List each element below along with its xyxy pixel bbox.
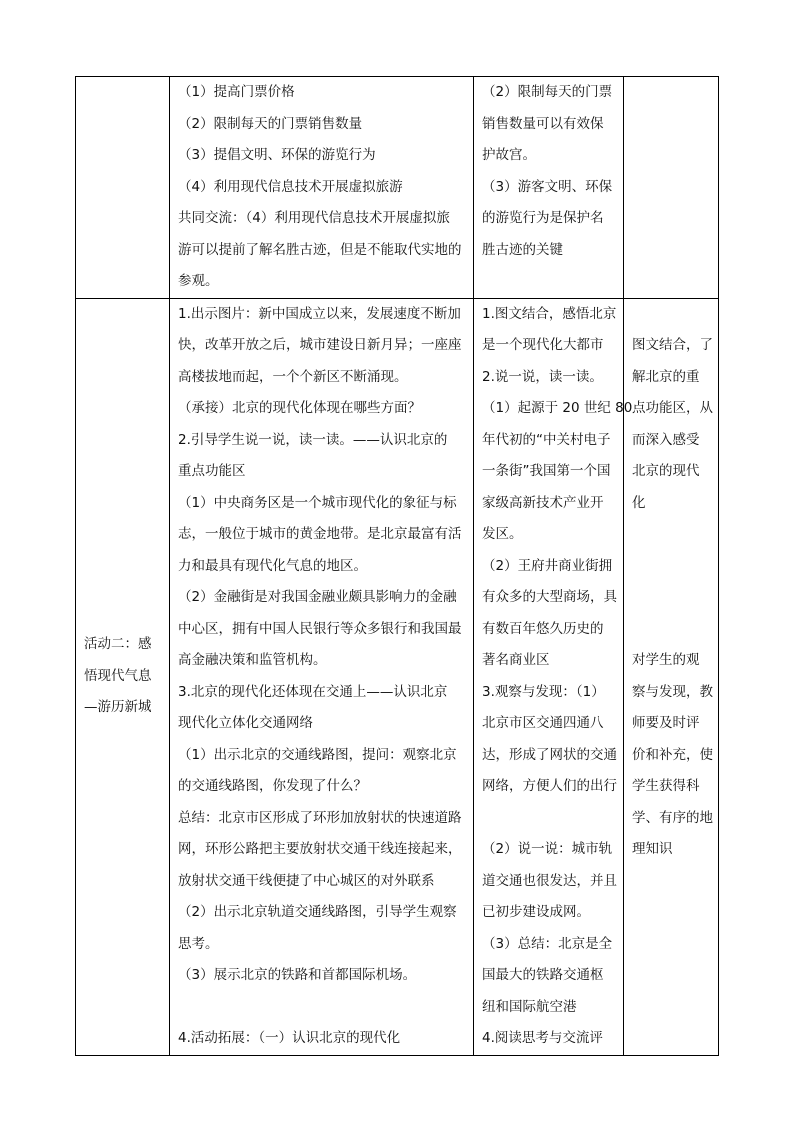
blank-line bbox=[632, 551, 712, 583]
design-intent-cell bbox=[624, 298, 719, 1055]
text-line: 1.出示图片：新中国成立以来，发展速度不断加 bbox=[178, 305, 461, 322]
text-line: （2）王府井商业街拥 bbox=[482, 557, 613, 574]
table-row bbox=[76, 77, 719, 299]
text-line: 3.北京的现代化还体现在交通上——认识北京 bbox=[178, 683, 448, 700]
text-line: 销售数量可以有效保 bbox=[482, 115, 604, 132]
text-line: 而深入感受 bbox=[632, 431, 700, 448]
text-line: 化 bbox=[632, 494, 646, 511]
text-line: 著名商业区 bbox=[482, 652, 550, 668]
text-line: 北京的现代 bbox=[632, 463, 700, 479]
text-line: 游可以提前了解名胜古迹，但是不能取代实地的 bbox=[178, 241, 462, 258]
text-line: 3.观察与发现：（1） bbox=[482, 683, 605, 700]
text-line: 道交通也很发达，并且 bbox=[482, 872, 617, 889]
text-line: 察与发现，教 bbox=[632, 683, 713, 700]
text-line: （3）展示北京的铁路和首都国际机场。 bbox=[178, 967, 417, 983]
blank-line bbox=[632, 582, 712, 614]
activity-title-line: 悟现代气息 bbox=[84, 667, 152, 684]
table-row bbox=[76, 298, 719, 1055]
text-line: 胜古迹的关键 bbox=[482, 241, 563, 258]
text-line: 现代化立体化交通网络 bbox=[178, 715, 313, 731]
text-line: 解北京的重 bbox=[632, 368, 700, 385]
text-line: 家级高新技术产业开 bbox=[482, 494, 604, 511]
text-line: 师要及时评 bbox=[632, 715, 700, 731]
text-line: 北京市区交通四通八 bbox=[482, 715, 604, 731]
row1-col3-cell bbox=[474, 77, 624, 299]
text-line: 价和补充，使 bbox=[632, 746, 713, 763]
activity-title-line: 活动二：感 bbox=[84, 636, 152, 653]
text-line: 理知识 bbox=[632, 841, 673, 857]
row1-col1-cell bbox=[76, 77, 170, 299]
text-line: （4）利用现代信息技术开展虚拟旅游 bbox=[178, 178, 403, 195]
text-line: 志，一般位于城市的黄金地带。是北京最富有活 bbox=[178, 526, 462, 542]
text-line: 网络，方便人们的出行 bbox=[482, 778, 617, 794]
text-line: 一条街”我国第一个国 bbox=[482, 463, 611, 479]
text-line: 高楼拔地而起，一个个新区不断涌现。 bbox=[178, 368, 408, 385]
text-line: 4.阅读思考与交流评 bbox=[482, 1030, 603, 1046]
text-line: 高金融决策和监管机构。 bbox=[178, 652, 327, 668]
text-line: （2）限制每天的门票 bbox=[482, 84, 613, 100]
text-line: （2）说一说：城市轨 bbox=[482, 841, 613, 857]
blank-line bbox=[632, 519, 712, 551]
text-line: （2）出示北京轨道交通线路图，引导学生观察 bbox=[178, 904, 457, 920]
text-line: 对学生的观 bbox=[632, 652, 700, 668]
text-line: （承接）北京的现代化体现在哪些方面？ bbox=[178, 400, 421, 416]
text-line: 是一个现代化大都市 bbox=[482, 337, 604, 353]
row1-col2-cell bbox=[170, 77, 474, 299]
activity-title-line: —游历新城 bbox=[84, 699, 152, 716]
text-line: （1）起源于 20 世纪 80 bbox=[482, 400, 633, 416]
text-line: 达，形成了网状的交通 bbox=[482, 746, 617, 763]
text-line: 快，改革开放之后，城市建设日新月异；一座座 bbox=[178, 337, 462, 353]
text-line: （2）限制每天的门票销售数量 bbox=[178, 115, 363, 132]
text-line: 点功能区，从 bbox=[632, 400, 713, 416]
lesson-plan-table bbox=[75, 76, 719, 1056]
text-line: 的交通线路图，你发现了什么？ bbox=[178, 778, 367, 794]
text-line: 护故宫。 bbox=[482, 147, 536, 163]
text-line: 年代初的“中关村电子 bbox=[482, 431, 611, 448]
text-line: 纽和国际航空港 bbox=[482, 998, 577, 1015]
blank-line bbox=[632, 614, 712, 646]
text-line: 已初步建设成网。 bbox=[482, 904, 590, 920]
text-line: 有众多的大型商场，具 bbox=[482, 589, 617, 605]
text-line: 参观。 bbox=[178, 273, 219, 289]
text-line: 4.活动拓展：（一）认识北京的现代化 bbox=[178, 1030, 401, 1046]
text-line: （1）中央商务区是一个城市现代化的象征与标 bbox=[178, 494, 457, 511]
text-line: （3）总结：北京是全 bbox=[482, 935, 613, 952]
text-line: 放射状交通干线便捷了中心城区的对外联系 bbox=[178, 872, 435, 889]
text-line: 发区。 bbox=[482, 526, 523, 542]
text-line: （1）出示北京的交通线路图，提问：观察北京 bbox=[178, 746, 457, 763]
text-line: 国最大的铁路交通枢 bbox=[482, 967, 604, 983]
text-line: 学生获得科 bbox=[632, 778, 700, 794]
text-line: （2）金融街是对我国金融业颇具影响力的金融 bbox=[178, 589, 457, 605]
text-line: 1.图文结合，感悟北京 bbox=[482, 305, 617, 322]
text-line: （3）游客文明、环保 bbox=[482, 178, 613, 195]
blank-line bbox=[632, 299, 712, 331]
text-line: 的游览行为是保护名 bbox=[482, 210, 604, 226]
text-line: （3）提倡文明、环保的游览行为 bbox=[178, 147, 376, 163]
blank-line bbox=[482, 803, 617, 835]
teacher-activity-cell bbox=[170, 298, 474, 1055]
text-line: 思考。 bbox=[178, 935, 219, 952]
text-line: 力和最具有现代化气息的地区。 bbox=[178, 557, 367, 574]
text-line: （1）提高门票价格 bbox=[178, 84, 295, 100]
text-line: 学、有序的地 bbox=[632, 809, 713, 826]
text-line: 总结：北京市区形成了环形加放射状的快速道路 bbox=[178, 809, 462, 826]
student-activity-cell bbox=[474, 298, 633, 1055]
activity-title-cell bbox=[76, 298, 170, 1055]
text-line: 2.引导学生说一说，读一读。——认识北京的 bbox=[178, 431, 448, 448]
text-line: 2.说一说，读一读。 bbox=[482, 368, 603, 385]
text-line: 网，环形公路把主要放射状交通干线连接起来， bbox=[178, 841, 462, 857]
row1-col4-cell bbox=[624, 77, 719, 299]
text-line: 图文结合，了 bbox=[632, 337, 713, 353]
blank-line bbox=[178, 992, 467, 1024]
text-line: 中心区，拥有中国人民银行等众多银行和我国最 bbox=[178, 620, 462, 637]
text-line: 重点功能区 bbox=[178, 463, 246, 479]
text-line: 有数百年悠久历史的 bbox=[482, 620, 604, 637]
text-line: 共同交流：（4）利用现代信息技术开展虚拟旅 bbox=[178, 210, 450, 226]
